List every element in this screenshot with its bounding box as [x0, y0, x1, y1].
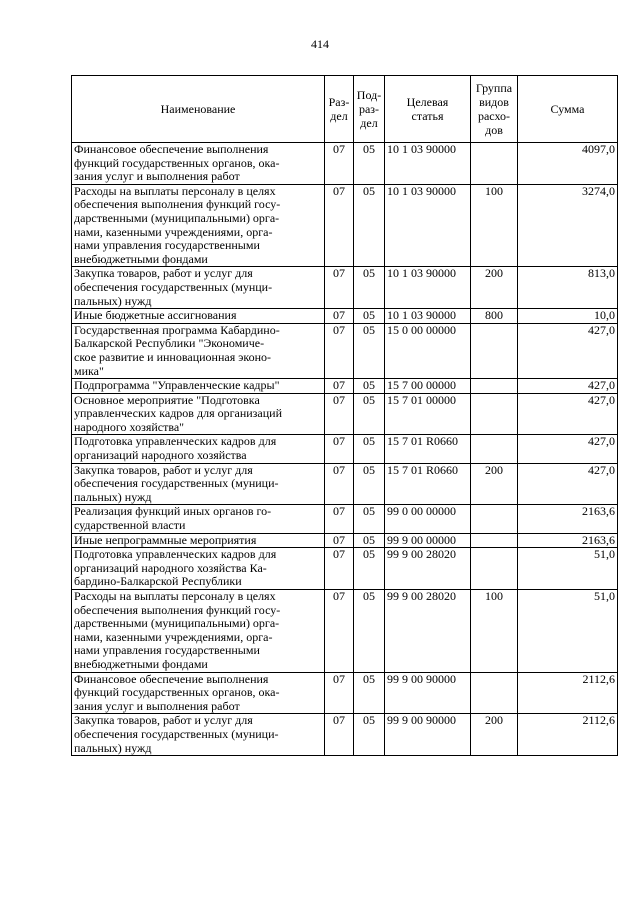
- row-name-line: функций государственных органов, ока-: [74, 685, 280, 700]
- header-subsection: Под- раз- дел: [354, 76, 385, 143]
- table-row: [72, 590, 618, 673]
- header-name: Наименование: [72, 76, 325, 143]
- row-name-line: народного хозяйства": [74, 419, 185, 434]
- row-section: 07: [325, 548, 354, 590]
- table-row: [72, 393, 618, 435]
- row-target-item: 15 7 01 R0660: [385, 435, 471, 463]
- row-amount: 3274,0: [518, 184, 618, 267]
- row-section: 07: [325, 143, 354, 185]
- row-name-line: обеспечения государственных (мунци-: [74, 279, 273, 294]
- header-section: Раз- дел: [325, 76, 354, 143]
- row-name-line: мика": [74, 363, 104, 378]
- row-name-line: ское развитие и инновационная эконо-: [74, 349, 272, 364]
- row-name-line: обеспечения государственных (муници-: [74, 726, 279, 741]
- row-amount: 51,0: [518, 548, 618, 590]
- row-expense-group: [471, 533, 518, 548]
- budget-table: [71, 75, 618, 756]
- row-target-item: 15 7 01 R0660: [385, 463, 471, 505]
- row-section: 07: [325, 184, 354, 267]
- row-subsection: 05: [354, 323, 385, 378]
- row-name-line: Закупка товаров, работ и услуг для: [74, 713, 253, 728]
- row-amount: 51,0: [518, 590, 618, 673]
- page-number: 414: [311, 37, 329, 51]
- row-expense-group: 800: [471, 309, 518, 324]
- row-amount: 10,0: [518, 309, 618, 324]
- table-row: [72, 714, 618, 756]
- row-name: [72, 590, 325, 673]
- row-subsection: 05: [354, 379, 385, 394]
- row-name: [72, 714, 325, 756]
- row-name-line: обеспечения выполнения функций госу-: [74, 602, 281, 617]
- row-subsection: 05: [354, 143, 385, 185]
- row-name-line: пальных) нужд: [74, 293, 152, 308]
- header-expense-group: Группа видов расхо- дов: [471, 76, 518, 143]
- row-target-item: 99 9 00 28020: [385, 590, 471, 673]
- row-name-line: Иные непрограммные мероприятия: [74, 532, 257, 547]
- row-name-line: функций государственных органов, ока-: [74, 155, 280, 170]
- row-target-item: 10 1 03 90000: [385, 267, 471, 309]
- row-name-line: нами, казенными учреждениями, орга-: [74, 224, 273, 239]
- row-expense-group: [471, 505, 518, 533]
- row-name-line: обеспечения государственных (муници-: [74, 476, 279, 491]
- table-header-row: [72, 76, 618, 143]
- row-target-item: 99 9 00 28020: [385, 548, 471, 590]
- row-amount: 427,0: [518, 393, 618, 435]
- row-subsection: 05: [354, 590, 385, 673]
- row-expense-group: 200: [471, 714, 518, 756]
- header-target-item: Целевая статья: [385, 76, 471, 143]
- row-name: [72, 323, 325, 378]
- row-expense-group: [471, 672, 518, 714]
- row-name-line: пальных) нужд: [74, 740, 152, 755]
- row-name-line: зания услуг и выполнения работ: [74, 169, 240, 184]
- row-name-line: внебюджетными фондами: [74, 656, 208, 671]
- row-target-item: 10 1 03 90000: [385, 184, 471, 267]
- row-name: [72, 267, 325, 309]
- row-name-line: организаций народного хозяйства Ка-: [74, 560, 267, 575]
- row-section: 07: [325, 590, 354, 673]
- row-subsection: 05: [354, 533, 385, 548]
- table-row: [72, 267, 618, 309]
- row-expense-group: 100: [471, 184, 518, 267]
- row-name-line: дарственными (муниципальными) орга-: [74, 210, 280, 225]
- row-subsection: 05: [354, 714, 385, 756]
- row-name-line: Подпрограмма "Управленческие кадры": [74, 378, 280, 393]
- row-target-item: 15 7 01 00000: [385, 393, 471, 435]
- row-expense-group: 200: [471, 463, 518, 505]
- row-amount: 2112,6: [518, 714, 618, 756]
- table-row: [72, 548, 618, 590]
- row-name: [72, 505, 325, 533]
- row-subsection: 05: [354, 267, 385, 309]
- row-name-line: внебюджетными фондами: [74, 251, 208, 266]
- row-section: 07: [325, 505, 354, 533]
- row-name-line: Подготовка управленческих кадров для: [74, 547, 277, 562]
- row-section: 07: [325, 379, 354, 394]
- row-section: 07: [325, 267, 354, 309]
- row-name-line: бардино-Балкарской Республики: [74, 574, 242, 589]
- row-name: [72, 184, 325, 267]
- row-section: 07: [325, 393, 354, 435]
- row-amount: 427,0: [518, 435, 618, 463]
- row-subsection: 05: [354, 463, 385, 505]
- row-name-line: Балкарской Республики "Экономиче-: [74, 336, 265, 351]
- table-row: [72, 533, 618, 548]
- row-name: [72, 143, 325, 185]
- row-subsection: 05: [354, 548, 385, 590]
- row-name-line: Основное мероприятие "Подготовка: [74, 392, 260, 407]
- row-amount: 427,0: [518, 323, 618, 378]
- row-target-item: 99 0 00 00000: [385, 505, 471, 533]
- row-amount: 427,0: [518, 463, 618, 505]
- row-section: 07: [325, 714, 354, 756]
- row-expense-group: [471, 548, 518, 590]
- row-name-line: Подготовка управленческих кадров для: [74, 434, 277, 449]
- row-name-line: Финансовое обеспечение выполнения: [74, 142, 269, 156]
- row-subsection: 05: [354, 309, 385, 324]
- row-subsection: 05: [354, 184, 385, 267]
- row-name-line: зания услуг и выполнения работ: [74, 698, 240, 713]
- row-amount: 813,0: [518, 267, 618, 309]
- row-name-line: Расходы на выплаты персоналу в целях: [74, 589, 276, 603]
- row-name-line: дарственными (муниципальными) орга-: [74, 616, 280, 631]
- row-target-item: 15 0 00 00000: [385, 323, 471, 378]
- row-amount: 427,0: [518, 379, 618, 394]
- row-section: 07: [325, 533, 354, 548]
- row-expense-group: [471, 393, 518, 435]
- row-target-item: 10 1 03 90000: [385, 143, 471, 185]
- row-section: 07: [325, 435, 354, 463]
- row-subsection: 05: [354, 672, 385, 714]
- row-name-line: Закупка товаров, работ и услуг для: [74, 462, 253, 477]
- row-expense-group: 200: [471, 267, 518, 309]
- row-amount: 4097,0: [518, 143, 618, 185]
- table-row: [72, 184, 618, 267]
- row-target-item: 15 7 00 00000: [385, 379, 471, 394]
- table-row: [72, 672, 618, 714]
- row-name-line: Государственная программа Кабардино-: [74, 322, 280, 337]
- row-name-line: обеспечения выполнения функций госу-: [74, 197, 281, 212]
- row-name-line: Расходы на выплаты персоналу в целях: [74, 183, 276, 198]
- table-row: [72, 309, 618, 324]
- row-target-item: 99 9 00 90000: [385, 714, 471, 756]
- row-name-line: Реализация функций иных органов го-: [74, 504, 272, 519]
- row-name: [72, 533, 325, 548]
- row-name-line: управленческих кадров для организаций: [74, 406, 283, 421]
- row-name-line: Закупка товаров, работ и услуг для: [74, 266, 253, 281]
- table-row: [72, 323, 618, 378]
- table-body: [72, 143, 618, 756]
- row-name-line: нами управления государственными: [74, 238, 260, 253]
- row-name-line: Финансовое обеспечение выполнения: [74, 671, 269, 686]
- row-section: 07: [325, 309, 354, 324]
- row-target-item: 10 1 03 90000: [385, 309, 471, 324]
- row-name-line: Иные бюджетные ассигнования: [74, 308, 237, 323]
- row-section: 07: [325, 463, 354, 505]
- row-name: [72, 379, 325, 394]
- row-section: 07: [325, 323, 354, 378]
- table-row: [72, 505, 618, 533]
- row-target-item: 99 9 00 90000: [385, 672, 471, 714]
- row-name: [72, 393, 325, 435]
- header-amount: Сумма: [518, 76, 618, 143]
- row-name: [72, 672, 325, 714]
- row-subsection: 05: [354, 393, 385, 435]
- row-name: [72, 435, 325, 463]
- row-subsection: 05: [354, 435, 385, 463]
- table-row: [72, 143, 618, 185]
- row-name: [72, 309, 325, 324]
- table-row: [72, 463, 618, 505]
- table-row: [72, 435, 618, 463]
- row-subsection: 05: [354, 505, 385, 533]
- row-amount: 2112,6: [518, 672, 618, 714]
- row-amount: 2163,6: [518, 505, 618, 533]
- row-name-line: нами управления государственными: [74, 643, 260, 658]
- row-expense-group: 100: [471, 590, 518, 673]
- table-row: [72, 379, 618, 394]
- row-name-line: организаций народного хозяйства: [74, 448, 247, 463]
- row-expense-group: [471, 143, 518, 185]
- row-name-line: пальных) нужд: [74, 489, 152, 504]
- row-name: [72, 548, 325, 590]
- row-amount: 2163,6: [518, 533, 618, 548]
- row-name-line: нами, казенными учреждениями, орга-: [74, 629, 273, 644]
- row-name: [72, 463, 325, 505]
- row-expense-group: [471, 435, 518, 463]
- row-expense-group: [471, 323, 518, 378]
- row-name-line: сударственной власти: [74, 518, 186, 533]
- row-section: 07: [325, 672, 354, 714]
- row-expense-group: [471, 379, 518, 394]
- row-target-item: 99 9 00 00000: [385, 533, 471, 548]
